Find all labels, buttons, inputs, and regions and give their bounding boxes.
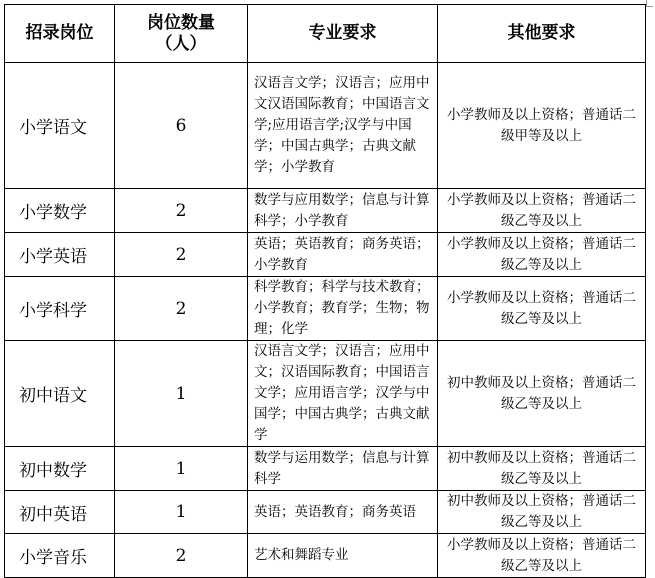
cell-position: 小学数学 (5, 189, 115, 233)
cell-other: 初中教师及以上资格；普通话二级乙等及以上 (438, 341, 646, 447)
cell-other: 小学教师及以上资格；普通话二级乙等及以上 (438, 534, 646, 578)
cell-count: 2 (115, 534, 248, 578)
cell-count: 1 (115, 447, 248, 491)
cell-major: 数学与运用数学；信息与计算科学 (248, 447, 438, 491)
header-row (5, 5, 646, 63)
cell-count: 2 (115, 189, 248, 233)
cell-major: 科学教育；科学与技术教育；小学教育；教育学；生物；物理；化学 (248, 277, 438, 341)
recruitment-table-container (4, 4, 646, 578)
header-count: 岗位数量（人） (115, 5, 248, 63)
cell-count: 6 (115, 63, 248, 189)
cell-position: 小学语文 (5, 63, 115, 189)
cell-major: 数学与应用数学；信息与计算科学；小学教育 (248, 189, 438, 233)
cell-major: 汉语言文学；汉语言；应用中文；汉语国际教育；中国语言文学；应用语言学；汉学与中国学；中国古典学；古典文献学 (248, 341, 438, 447)
cell-count: 1 (115, 491, 248, 534)
header-major: 专业要求 (248, 5, 438, 63)
cell-count: 1 (115, 341, 248, 447)
cell-major: 英语；英语教育；商务英语 (248, 491, 438, 534)
cell-position: 小学音乐 (5, 534, 115, 578)
cell-position: 初中语文 (5, 341, 115, 447)
cell-position: 初中数学 (5, 447, 115, 491)
cell-position: 小学科学 (5, 277, 115, 341)
table-row (5, 447, 646, 491)
cell-position: 初中英语 (5, 491, 115, 534)
page-corner-mark (646, 0, 653, 7)
cell-other: 初中教师及以上资格；普通话二级乙等及以上 (438, 447, 646, 491)
cell-major: 英语；英语教育；商务英语；小学教育 (248, 233, 438, 277)
table-row (5, 63, 646, 189)
table-row (5, 341, 646, 447)
cell-other: 小学教师及以上资格；普通话二级乙等及以上 (438, 189, 646, 233)
cell-major: 汉语言文学；汉语言；应用中文汉语国际教育；中国语言文学;应用语言学;汉学与中国学；中国古典学；古典文献学；小学教育 (248, 63, 438, 189)
table-row (5, 491, 646, 534)
header-position: 招录岗位 (5, 5, 115, 63)
cell-other: 小学教师及以上资格；普通话二级甲等及以上 (438, 63, 646, 189)
recruitment-table (4, 4, 646, 578)
table-row (5, 189, 646, 233)
cell-major: 艺术和舞蹈专业 (248, 534, 438, 578)
table-row (5, 233, 646, 277)
header-other: 其他要求 (438, 5, 646, 63)
table-row (5, 277, 646, 341)
cell-position: 小学英语 (5, 233, 115, 277)
cell-other: 小学教师及以上资格；普通话二级乙等及以上 (438, 233, 646, 277)
cell-other: 初中教师及以上资格；普通话二级乙等及以上 (438, 491, 646, 534)
cell-count: 2 (115, 277, 248, 341)
cell-count: 2 (115, 233, 248, 277)
table-row (5, 534, 646, 578)
cell-other: 小学教师及以上资格；普通话二级乙等及以上 (438, 277, 646, 341)
